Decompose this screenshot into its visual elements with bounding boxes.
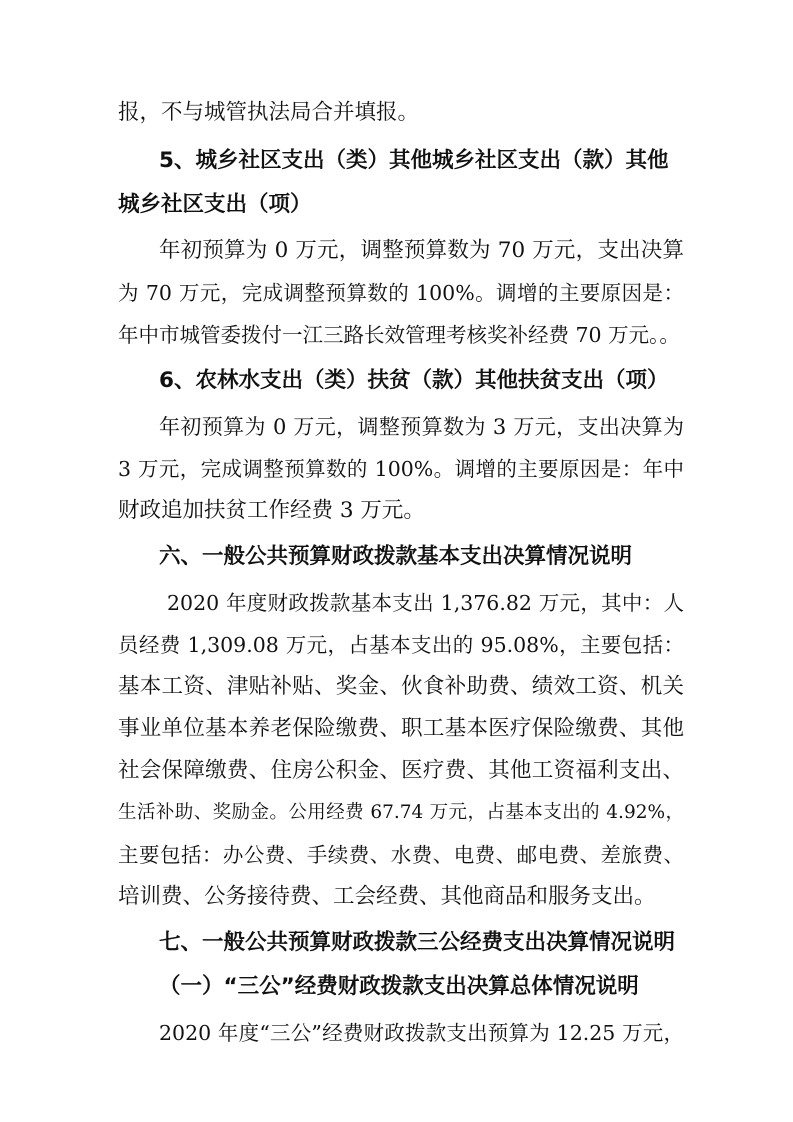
paragraph-line: 2020 年度财政拨款基本支出 1,376.82 万元，其中：人: [167, 591, 684, 615]
paragraph-line: 年初预算为 0 万元，调整预算数为 3 万元，支出决算为: [159, 415, 684, 439]
paragraph-line: 3 万元，完成调整预算数的 100%。调增的主要原因是：年中: [118, 457, 684, 481]
paragraph-line: 年中市城管委拨付一江三路长效管理考核奖补经费 70 万元。。: [118, 323, 680, 347]
paragraph-line: 社会保障缴费、住房公积金、医疗费、其他工资福利支出、: [118, 758, 684, 783]
section-heading: 5、城乡社区支出（类）其他城乡社区支出（款）其他: [159, 148, 669, 173]
paragraph-line: 员经费 1,309.08 万元，占基本支出的 95.08%，主要包括：: [118, 633, 684, 657]
paragraph-line: 2020 年度“三公”经费财政拨款支出预算为 12.25 万元，: [159, 1021, 684, 1045]
section-heading: 七、一般公共预算财政拨款三公经费支出决算情况说明: [159, 930, 676, 955]
paragraph-line: 培训费、公务接待费、工会经费、其他商品和服务支出。: [118, 884, 656, 909]
paragraph-line: 为 70 万元，完成调整预算数的 100%。调增的主要原因是：: [118, 281, 684, 305]
paragraph-line: 事业单位基本养老保险缴费、职工基本医疗保险缴费、其他: [118, 716, 684, 741]
paragraph-line: 报，不与城管执法局合并填报。: [118, 100, 420, 125]
paragraph-line: 基本工资、津贴补贴、奖金、伙食补助费、绩效工资、机关: [118, 674, 684, 699]
paragraph-line: 主要包括：办公费、手续费、水费、电费、邮电费、差旅费、: [118, 843, 684, 867]
subsection-heading: （一）“三公”经费财政拨款支出决算总体情况说明: [159, 974, 639, 999]
section-heading: 六、一般公共预算财政拨款基本支出决算情况说明: [159, 544, 633, 569]
section-heading: 6、农林水支出（类）扶贫（款）其他扶贫支出（项）: [159, 368, 669, 393]
section-heading-continued: 城乡社区支出（项）: [118, 192, 312, 217]
paragraph-line: 生活补助、奖励金。公用经费 67.74 万元，占基本支出的 4.92%，: [118, 802, 684, 823]
paragraph-line: 年初预算为 0 万元，调整预算数为 70 万元，支出决算: [159, 238, 684, 263]
paragraph-line: 财政追加扶贫工作经费 3 万元。: [118, 498, 425, 523]
